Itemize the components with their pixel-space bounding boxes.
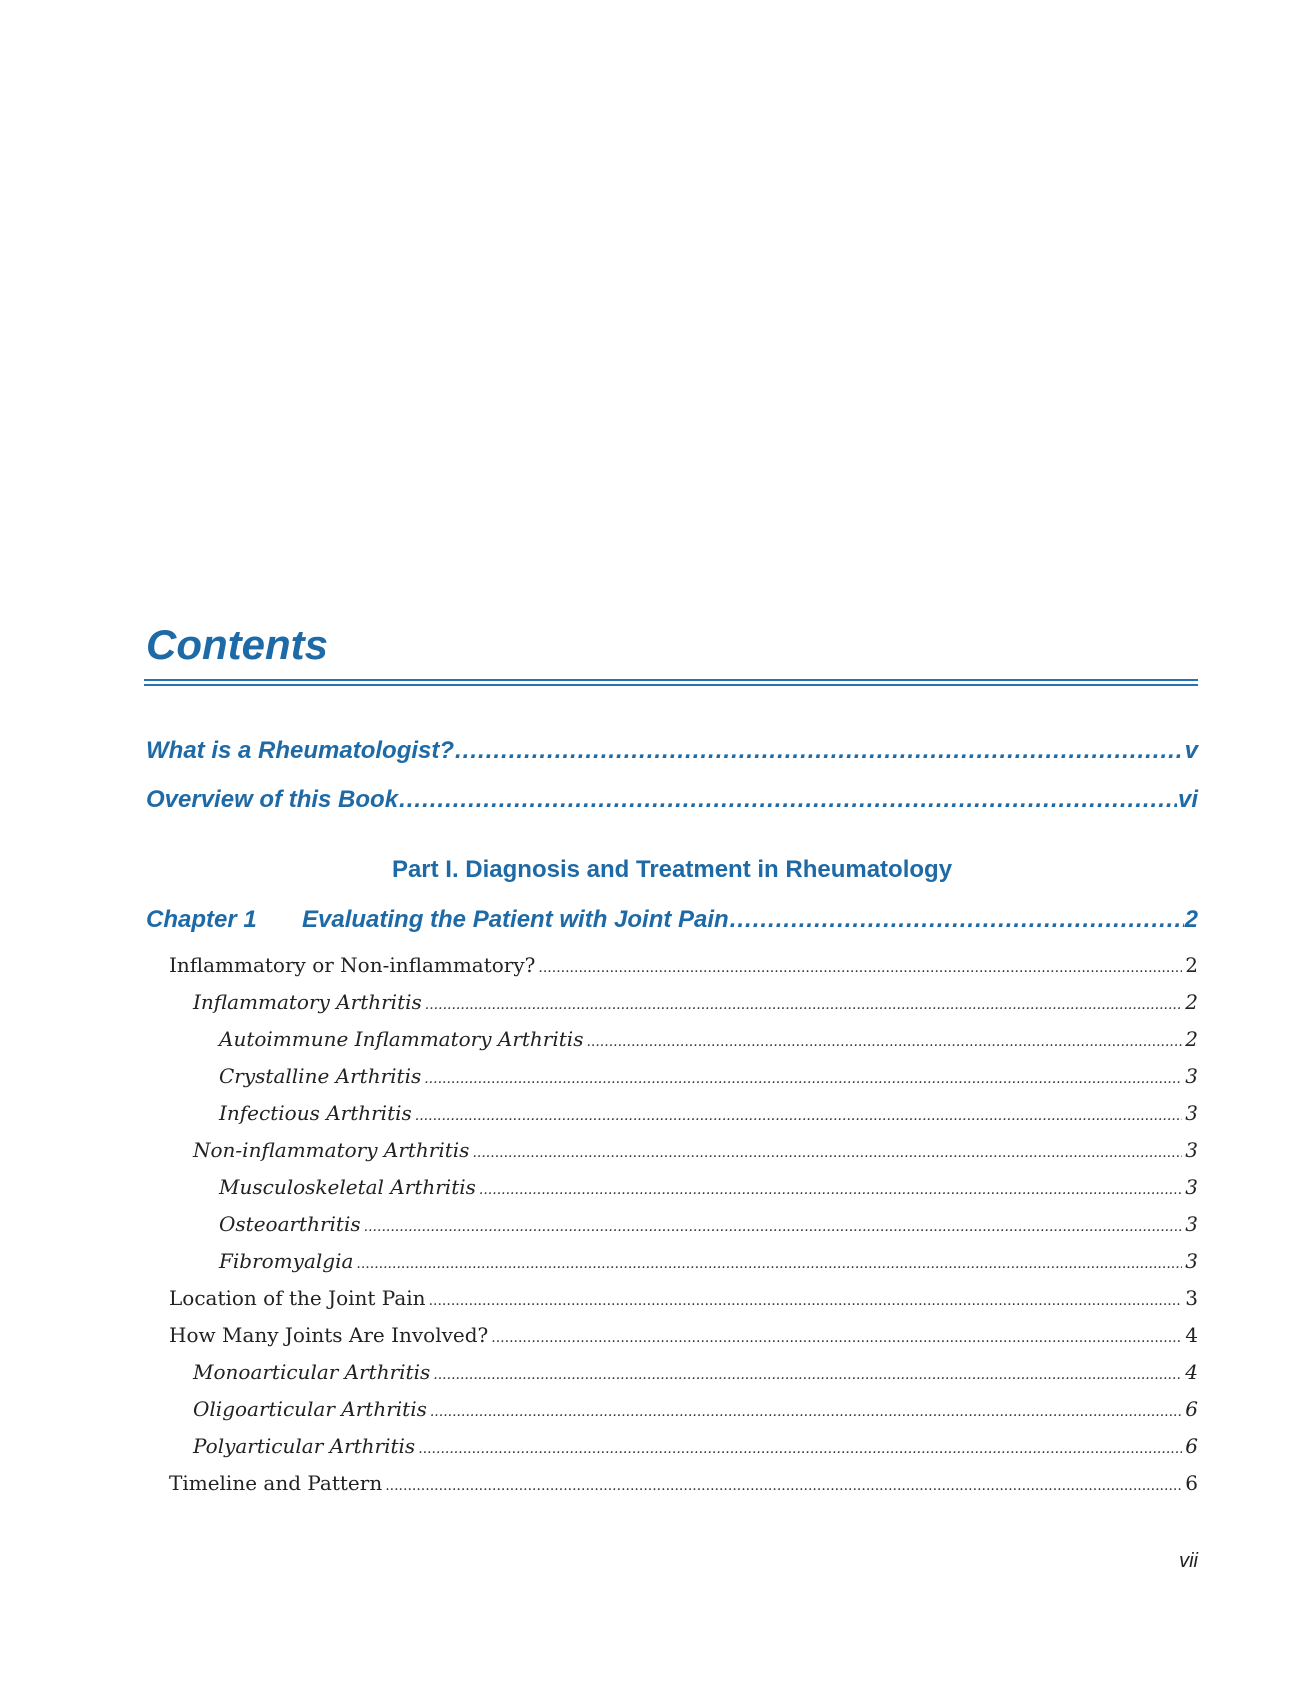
toc-entry-title: Overview of this Book bbox=[146, 786, 399, 813]
dot-leader bbox=[415, 1108, 1182, 1124]
toc-entry-page: v bbox=[1184, 737, 1198, 764]
toc-entry-title: Crystalline Arthritis bbox=[219, 1064, 422, 1088]
toc-entry-title: Infectious Arthritis bbox=[219, 1101, 412, 1125]
dot-leader bbox=[730, 906, 1184, 934]
toc-entry-title: What is a Rheumatologist? bbox=[146, 737, 455, 764]
toc-entry[interactable] bbox=[219, 1027, 1198, 1051]
toc-entry-title: Oligoarticular Arthritis bbox=[193, 1397, 427, 1421]
toc-entry-page: 3 bbox=[1185, 1101, 1198, 1125]
dot-leader bbox=[418, 1441, 1182, 1457]
toc-entry-page: 2 bbox=[1185, 1027, 1198, 1051]
dot-leader bbox=[356, 1256, 1182, 1272]
toc-page bbox=[146, 0, 1198, 1688]
toc-entry-page: 4 bbox=[1185, 1323, 1198, 1347]
toc-entry-page: 3 bbox=[1185, 1212, 1198, 1236]
toc-entry-page: 3 bbox=[1185, 1286, 1198, 1310]
dot-leader bbox=[455, 737, 1184, 765]
toc-entry-page: 6 bbox=[1185, 1397, 1198, 1421]
toc-entry-what-is-a-rheumatologist[interactable] bbox=[146, 737, 1198, 765]
toc-entry-title: Musculoskeletal Arthritis bbox=[219, 1175, 476, 1199]
toc-entry-title: Location of the Joint Pain bbox=[169, 1286, 426, 1310]
toc-entry-title: Non-inflammatory Arthritis bbox=[193, 1138, 470, 1162]
toc-entry[interactable] bbox=[169, 1323, 1198, 1347]
dot-leader bbox=[538, 960, 1182, 976]
dot-leader bbox=[433, 1367, 1182, 1383]
toc-entry-page: 3 bbox=[1185, 1138, 1198, 1162]
toc-entry[interactable] bbox=[169, 953, 1198, 977]
toc-entry-page: 4 bbox=[1185, 1360, 1198, 1384]
toc-entry[interactable] bbox=[219, 1101, 1198, 1125]
toc-entry-page: 2 bbox=[1185, 953, 1198, 977]
toc-entry[interactable] bbox=[219, 1064, 1198, 1088]
toc-entry-page: 3 bbox=[1185, 1249, 1198, 1273]
toc-entry[interactable] bbox=[193, 1360, 1198, 1384]
dot-leader bbox=[424, 1071, 1182, 1087]
toc-entry-title: Inflammatory or Non-inflammatory? bbox=[169, 953, 536, 977]
toc-entry[interactable] bbox=[193, 1397, 1198, 1421]
toc-entry[interactable] bbox=[219, 1212, 1198, 1236]
heading-rule-top bbox=[144, 679, 1198, 681]
part-heading: Part I. Diagnosis and Treatment in Rheumatology bbox=[391, 856, 953, 883]
toc-entry-title: Polyarticular Arthritis bbox=[193, 1434, 416, 1458]
toc-entry-overview-of-this-book[interactable] bbox=[146, 786, 1198, 814]
toc-entry[interactable] bbox=[219, 1175, 1198, 1199]
toc-entry-title: Monoarticular Arthritis bbox=[193, 1360, 431, 1384]
dot-leader bbox=[425, 997, 1182, 1013]
toc-entry-page: 6 bbox=[1185, 1434, 1198, 1458]
toc-entry[interactable] bbox=[219, 1249, 1198, 1273]
toc-entry-title: Autoimmune Inflammatory Arthritis bbox=[219, 1027, 584, 1051]
dot-leader bbox=[385, 1478, 1182, 1494]
toc-entry-title: Fibromyalgia bbox=[219, 1249, 354, 1273]
toc-entry-page: 6 bbox=[1185, 1471, 1198, 1495]
chapter-page: 2 bbox=[1184, 906, 1198, 933]
toc-entry[interactable] bbox=[169, 1471, 1198, 1495]
toc-entry-page: 3 bbox=[1185, 1064, 1198, 1088]
dot-leader bbox=[429, 1293, 1183, 1309]
dot-leader bbox=[430, 1404, 1182, 1420]
page-number: vii bbox=[1179, 1550, 1198, 1572]
dot-leader bbox=[491, 1330, 1182, 1346]
toc-entry-chapter-1[interactable] bbox=[146, 906, 1198, 934]
toc-entry-title: Inflammatory Arthritis bbox=[193, 990, 422, 1014]
dot-leader bbox=[472, 1145, 1182, 1161]
toc-entry[interactable] bbox=[193, 1434, 1198, 1458]
dot-leader bbox=[399, 786, 1177, 814]
toc-entry-page: 3 bbox=[1185, 1175, 1198, 1199]
contents-heading: Contents bbox=[146, 621, 328, 668]
dot-leader bbox=[364, 1219, 1183, 1235]
toc-entry-title: How Many Joints Are Involved? bbox=[169, 1323, 489, 1347]
dot-leader bbox=[586, 1034, 1182, 1050]
dot-leader bbox=[479, 1182, 1182, 1198]
toc-entry[interactable] bbox=[193, 1138, 1198, 1162]
toc-entry-title: Osteoarthritis bbox=[219, 1212, 361, 1236]
chapter-label: Chapter 1 bbox=[146, 906, 257, 933]
toc-entry[interactable] bbox=[193, 990, 1198, 1014]
toc-entry-page: 2 bbox=[1185, 990, 1198, 1014]
toc-entry[interactable] bbox=[169, 1286, 1198, 1310]
chapter-title: Evaluating the Patient with Joint Pain bbox=[302, 906, 729, 933]
heading-rule-bottom bbox=[144, 684, 1198, 686]
toc-entry-title: Timeline and Pattern bbox=[169, 1471, 383, 1495]
toc-entry-page: vi bbox=[1177, 786, 1198, 813]
